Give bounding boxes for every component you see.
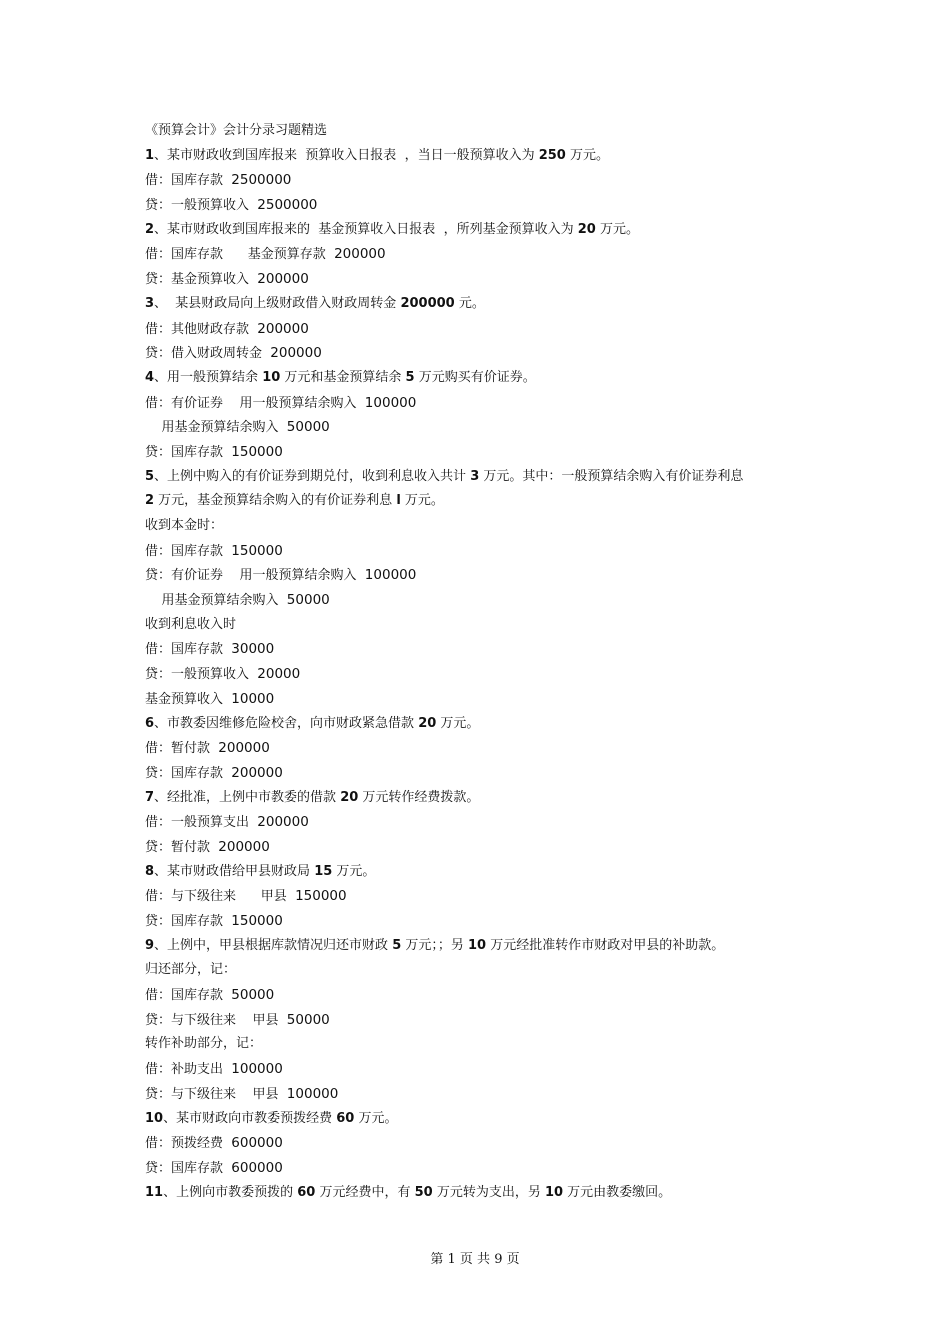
document-line [145,1156,825,1181]
amount-value: 10000 [231,690,275,707]
line-number-emphasis: 2 [145,221,155,237]
line-text: 万元由教委缴回。 [563,1184,672,1200]
document-line [145,884,825,909]
document-line [145,489,825,514]
line-text: 万元。 [332,863,376,879]
amount-value: 100000 [231,1061,283,1078]
line-text: 贷：暂付款 [145,839,219,855]
document-line [145,465,825,490]
line-text: 万元；；另 [401,937,468,953]
document-line [145,687,825,712]
line-text: 万元经费中，有 [315,1184,415,1200]
line-text: 借：国库存款 [145,988,232,1004]
line-text: 借：国库存款 [145,543,232,559]
amount-value: 150000 [231,443,283,460]
line-text: 用基金预算结余购入 [145,593,287,609]
line-text: 贷：借入财政周转金 [145,346,271,362]
line-text: 万元转为支出，另 [432,1184,545,1200]
document-body [145,119,825,1205]
line-text: 归还部分，记： [145,962,237,978]
document-line [145,514,825,539]
line-text: 贷：有价证券 用一般预算结余购入 [145,568,365,584]
line-text: 万元。 [565,147,609,163]
document-line [145,563,825,588]
line-text: 万元。 [595,221,639,237]
line-text: 借：国库存款 [145,173,232,189]
document-line [145,193,825,218]
amount-value: 100000 [286,1085,339,1102]
amount-value: 200000 [257,814,309,831]
line-text: 贷：与下级往来 甲县 [145,1012,287,1028]
document-line [145,1032,825,1057]
line-text: 贷：国库存款 [145,1160,232,1176]
amount-value: 100000 [364,567,417,584]
line-text: 、 某县财政局向上级财政借入财政周转金 [154,295,401,311]
line-text: 基金预算收入 [145,691,232,707]
document-line [145,662,825,687]
amount-value: 100000 [364,394,417,411]
line-text: 借：补助支出 [145,1062,232,1078]
document-line [145,613,825,638]
line-number-emphasis: 50 [414,1184,433,1200]
line-number-emphasis: 10 [262,369,281,385]
line-text: 万元和基金预算结余 [280,369,406,385]
line-text: 万元购买有价证券。 [414,369,536,385]
amount-value: 2500000 [257,197,318,214]
line-number-emphasis: 15 [314,863,333,879]
line-text: 借：国库存款 [145,642,232,658]
document-line [145,1181,825,1206]
document-line [145,1057,825,1082]
document-line [145,1131,825,1156]
amount-value: 30000 [231,641,275,658]
line-number-emphasis: 10 [544,1184,564,1200]
document-title [145,119,825,144]
line-number-emphasis: 20 [577,221,596,237]
line-text: 收到利息收入时 [145,616,237,632]
line-number-emphasis: 60 [336,1110,355,1126]
amount-value: 150000 [231,913,283,929]
line-number-emphasis: 2 [145,493,155,509]
amount-value: 200000 [334,246,386,263]
amount-value: 50000 [286,592,330,609]
line-number-emphasis: 5 [392,937,402,953]
line-number-emphasis: 250 [538,147,566,163]
line-text: 贷：与下级往来 甲县 [145,1086,287,1102]
line-text: 、某市财政收到国库报来的 基金预算收入日报表 ，所列基金预算收入为 [154,221,578,237]
line-number-emphasis: 20 [418,715,437,731]
line-number-emphasis: 200000 [400,295,455,311]
amount-value: 2500000 [231,172,292,189]
line-text: 贷：国库存款 [145,765,232,781]
line-number-emphasis: 9 [145,937,155,953]
line-text: 用基金预算结余购入 [145,420,287,436]
document-line [145,810,825,835]
line-text: 贷：基金预算收入 [145,272,258,288]
line-text: 《预算会计》会计分录习题精选 [145,123,328,138]
line-text: 、用一般预算结余 [154,369,263,385]
amount-value: 50000 [286,1011,330,1028]
line-text: 借：与下级往来 甲县 [145,889,296,905]
line-number-emphasis: 4 [145,369,155,385]
line-number-emphasis: 10 [145,1110,164,1126]
amount-value: 150000 [295,888,347,905]
line-text: 贷：一般预算收入 [145,667,258,683]
document-line [145,909,825,934]
document-line [145,391,825,416]
document-line [145,317,825,342]
amount-value: 50000 [231,987,275,1004]
document-line [145,934,825,959]
line-number-emphasis: 6 [145,715,155,731]
amount-value: 200000 [218,838,270,855]
document-line [145,539,825,564]
line-number-emphasis: 60 [297,1184,316,1200]
line-text: 、某市财政收到国库报来 预算收入日报表 ，当日一般预算收入为 [154,147,539,163]
line-text: 万元。 [354,1110,398,1126]
document-line [145,292,825,317]
document-line [145,1008,825,1033]
line-text: 收到本金时： [145,518,224,533]
page-footer: 第 1 页 共 9 页 [430,1252,520,1267]
amount-value: 150000 [231,542,283,559]
document-line [145,168,825,193]
line-number-emphasis: 5 [145,468,155,484]
amount-value: 200000 [257,320,309,337]
amount-value: 200000 [257,271,309,288]
document-line [145,736,825,761]
amount-value: 600000 [231,1159,283,1176]
document-line [145,1107,825,1132]
document-line [145,983,825,1008]
line-text: 万元。 [436,715,480,731]
amount-value: 50000 [286,419,330,436]
line-text: 、上例中，甲县根据库款情况归还市财政 [154,937,393,953]
document-line [145,958,825,983]
line-number-emphasis: 3 [470,468,480,484]
line-text: 元。 [454,295,485,311]
line-text: 万元。其中：一般预算结余购入有价证券利息 [479,468,744,484]
line-number-emphasis: 1 [145,147,155,163]
amount-value: 200000 [270,345,322,362]
line-text: 、经批准，上例中市教委的借款 [154,789,341,805]
line-number-emphasis: 8 [145,863,155,879]
document-line [145,588,825,613]
line-number-emphasis: 3 [145,295,155,311]
line-number-emphasis: 20 [340,789,359,805]
line-text: 贷：一般预算收入 [145,198,258,214]
amount-value: 200000 [218,740,270,757]
line-number-emphasis: l [396,493,401,509]
line-text: 、上例中购入的有价证券到期兑付，收到利息收入共计 [154,468,471,484]
line-text: 借：预拨经费 [145,1136,232,1152]
line-text: 借：有价证券 用一般预算结余购入 [145,395,365,411]
document-line [145,1082,825,1107]
line-text: 贷：国库存款 [145,914,232,929]
line-number-emphasis: 11 [145,1184,164,1200]
document-line [145,144,825,169]
document-line [145,860,825,885]
line-text: 万元转作经费拨款。 [358,789,480,805]
line-number-emphasis: 10 [468,937,487,953]
line-text: 贷：国库存款 [145,444,232,460]
document-line [145,242,825,267]
amount-value: 600000 [231,1135,283,1152]
line-text: 转作补助部分，记： [145,1036,263,1052]
document-line [145,341,825,366]
document-line [145,415,825,440]
document-line [145,218,825,243]
line-text: 万元，基金预算结余购入的有价证券利息 [154,493,397,509]
amount-value: 20000 [257,666,301,683]
document-line [145,267,825,292]
line-text: 、某市财政向市教委预拨经费 [163,1110,337,1126]
line-number-emphasis: 5 [405,369,415,385]
line-text: 借：暂付款 [145,741,219,757]
line-text: 万元。 [400,493,444,509]
document-line [145,366,825,391]
line-text: 万元经批准转作市财政对甲县的补助款。 [486,937,725,953]
document-line [145,712,825,737]
line-number-emphasis: 7 [145,789,155,805]
document-line [145,835,825,860]
line-text: 借：国库存款 基金预算存款 [145,247,335,263]
line-text: 、上例向市教委预拨的 [163,1184,298,1200]
amount-value: 200000 [231,764,283,781]
line-text: 借：一般预算支出 [145,815,258,831]
document-line [145,761,825,786]
document-line [145,440,825,465]
line-text: 、某市财政借给甲县财政局 [154,863,315,879]
document-line [145,786,825,811]
line-text: 借：其他财政存款 [145,321,258,337]
document-line [145,637,825,662]
line-text: 、市教委因维修危险校舍，向市财政紧急借款 [154,715,419,731]
